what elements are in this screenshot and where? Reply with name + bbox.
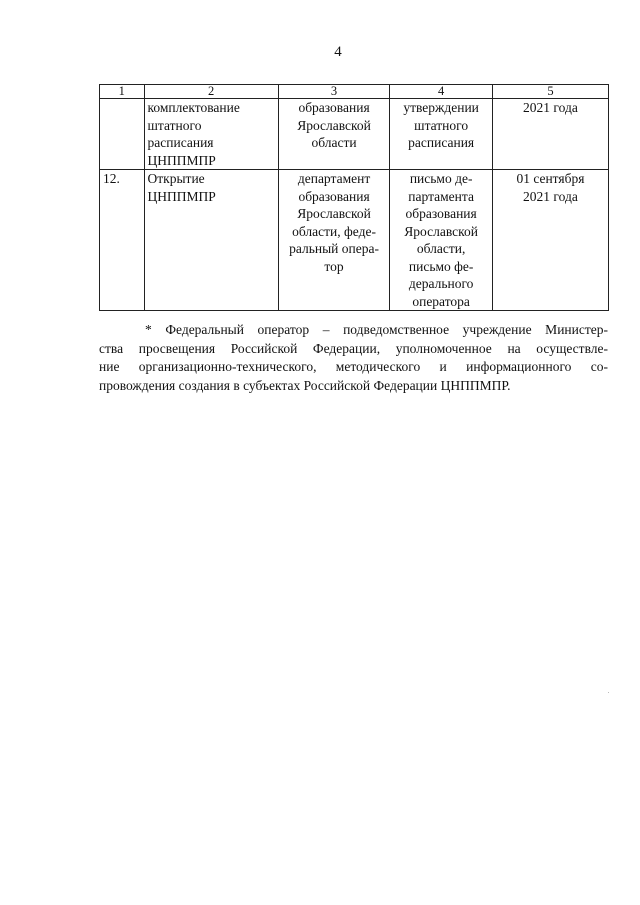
cell-line: Ярославской (297, 117, 371, 133)
cell-line: комплектование (147, 100, 240, 115)
cell-line: ЦНППМПР (147, 188, 216, 204)
footnote (99, 321, 608, 395)
cell-line: 2021 года (523, 100, 578, 115)
header-col-2: 2 (144, 85, 278, 99)
cell-line: Ярославской (297, 206, 371, 221)
row-number: 12. (100, 170, 145, 311)
cell-line: образования (405, 206, 477, 221)
table-row (100, 99, 609, 170)
header-col-3: 3 (278, 85, 390, 99)
deadline-cell (492, 99, 608, 170)
cell-line: штатного (414, 117, 469, 133)
cell-line: области, (416, 241, 466, 256)
plan-table (99, 84, 609, 311)
row-number (100, 99, 145, 170)
cell-line: письмо фе- (408, 258, 474, 274)
cell-line: 01 сентября (516, 171, 585, 186)
cell-line: образования (298, 188, 370, 204)
cell-line: области (311, 135, 357, 150)
cell-line: ральный опера- (289, 241, 379, 256)
header-col-1: 1 (100, 85, 145, 99)
cell-line: расписания (147, 135, 214, 150)
cell-line: письмо де- (409, 171, 473, 186)
table-row (100, 170, 609, 311)
result-cell (390, 99, 493, 170)
footnote-line: ние организационно-технического, методического и информационного со- (99, 359, 608, 374)
action-cell (144, 170, 278, 311)
cell-line: расписания (408, 135, 475, 150)
header-col-5: 5 (492, 85, 608, 99)
responsible-cell (278, 99, 390, 170)
page-number: 4 (334, 44, 342, 60)
cell-line: Открытие (147, 171, 205, 186)
responsible-cell (278, 170, 390, 311)
cell-line: тор (324, 258, 344, 274)
footnote-line: провождения создания в субъектах Российской Федерации ЦНППМПР. (99, 377, 511, 393)
cell-line: ЦНППМПР (147, 152, 216, 168)
cell-line: оператора (412, 293, 470, 309)
action-cell (144, 99, 278, 170)
table-header-row (100, 85, 609, 99)
scan-speck (608, 692, 609, 693)
deadline-cell (492, 170, 608, 311)
cell-line: образования (298, 100, 370, 115)
cell-line: партамента (408, 188, 474, 204)
cell-line: штатного (147, 117, 202, 133)
header-col-4: 4 (390, 85, 493, 99)
cell-line: утверждении (403, 100, 479, 115)
cell-line: дерального (408, 276, 474, 291)
cell-line: департамент (297, 171, 371, 186)
footnote-line: ства просвещения Российской Федерации, уполномоченное на осуществле- (99, 340, 608, 356)
cell-line: 2021 года (523, 188, 578, 204)
cell-line: Ярославской (404, 223, 478, 239)
result-cell (390, 170, 493, 311)
footnote-line: * Федеральный оператор – подведомственное учреждение Министер- (145, 322, 608, 337)
cell-line: области, феде- (292, 223, 376, 239)
